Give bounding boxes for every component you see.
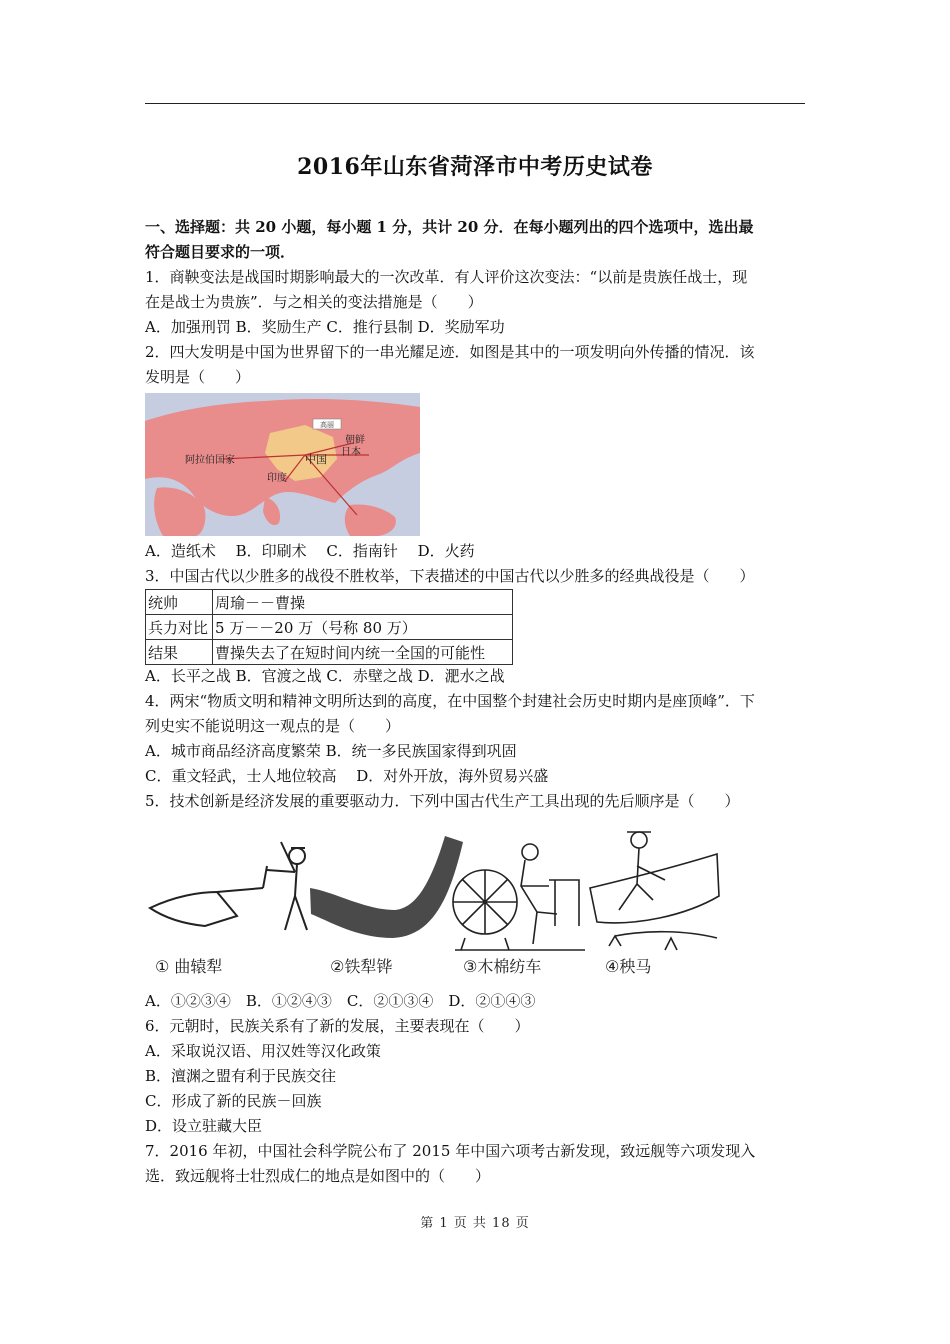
- question-6-option-a: A．采取说汉语、用汉姓等汉化政策: [145, 1042, 381, 1060]
- table-cell: 5 万－－20 万（号称 80 万）: [213, 615, 513, 640]
- map-label-china: 中国: [305, 453, 327, 466]
- table-row: [146, 640, 513, 665]
- farm-tools-illustration: [145, 826, 725, 982]
- question-5-options: A．①②③④ B．①②④③ C．②①③④ D．②①④③: [145, 992, 536, 1010]
- tool-label-spinning-wheel: ③木棉纺车: [463, 957, 542, 976]
- map-label-india: 印度: [267, 473, 287, 484]
- question-3-stem: 3．中国古代以少胜多的战役不胜枚举，下表描述的中国古代以少胜多的经典战役是（ ）: [145, 567, 755, 585]
- tool-label-iron-plowshare: ②铁犁铧: [330, 957, 393, 976]
- question-2-line-2: 发明是（ ）: [145, 368, 251, 386]
- question-4-line-2: 列史实不能说明这一观点的是（ ）: [145, 717, 401, 735]
- question-7-line-1: 7．2016 年初，中国社会科学院公布了 2015 年中国六项考古新发现，致远舰等六项发现入: [145, 1142, 756, 1160]
- section-heading-line-2: 符合题目要求的一项．: [145, 243, 296, 261]
- map-label-japan: 日本: [341, 447, 361, 458]
- question-6-option-c: C．形成了新的民族－回族: [145, 1092, 322, 1110]
- question-2-line-1: 2．四大发明是中国为世界留下的一串光耀足迹．如图是其中的一项发明向外传播的情况．该: [145, 343, 755, 361]
- question-1-options: A．加强刑罚 B．奖励生产 C．推行县制 D．奖励军功: [145, 318, 505, 336]
- question-6-option-b: B．澶渊之盟有利于民族交往: [145, 1067, 337, 1085]
- question-7-line-2: 选．致远舰将士壮烈成仁的地点是如图中的（ ）: [145, 1167, 491, 1185]
- table-cell: 曹操失去了在短时间内统一全国的可能性: [213, 640, 513, 665]
- map-label-box: 高丽: [320, 421, 334, 429]
- curved-plow-drawing: [150, 842, 307, 930]
- question-4-options-line-1: A．城市商品经济高度繁荣 B．统一多民族国家得到巩固: [145, 742, 517, 760]
- map-label-arab: 阿拉伯国家: [185, 455, 235, 466]
- rice-seedling-horse-drawing: [590, 832, 719, 950]
- table-cell: 结果: [146, 640, 213, 665]
- question-4-options-line-2: C．重文轻武，士人地位较高 D．对外开放，海外贸易兴盛: [145, 767, 549, 785]
- table-row: [146, 615, 513, 640]
- tool-label-curved-plow: ① 曲辕犁: [155, 957, 223, 976]
- question-5-stem: 5．技术创新是经济发展的重要驱动力．下列中国古代生产工具出现的先后顺序是（ ）: [145, 792, 740, 810]
- battle-info-table: [145, 589, 513, 665]
- exam-title: 2016年山东省菏泽市中考历史试卷: [297, 154, 653, 180]
- question-3-options: A．长平之战 B．官渡之战 C．赤壁之战 D．淝水之战: [145, 667, 505, 685]
- question-2-options: A．造纸术 B．印刷术 C．指南针 D．火药: [145, 542, 475, 560]
- question-6-stem: 6．元朝时，民族关系有了新的发展，主要表现在（ ）: [145, 1017, 530, 1035]
- section-heading-line-1: 一、选择题：共 20 小题，每小题 1 分，共计 20 分．在每小题列出的四个选项中，选出最: [145, 218, 754, 236]
- question-6-option-d: D．设立驻藏大臣: [145, 1117, 263, 1135]
- table-cell: 兵力对比: [146, 615, 213, 640]
- question-1-line-2: 在是战士为贵族”．与之相关的变法措施是（ ）: [145, 293, 483, 311]
- page-footer: 第 1 页 共 18 页: [420, 1216, 530, 1231]
- invention-spread-map: [145, 393, 420, 536]
- table-row: [146, 590, 513, 615]
- cotton-spinning-wheel-drawing: [453, 844, 585, 950]
- question-4-line-1: 4．两宋“物质文明和精神文明所达到的高度，在中国整个封建社会历史时期内是座顶峰”．下: [145, 692, 755, 710]
- tool-label-rice-horse: ④秧马: [605, 957, 652, 976]
- map-label-korea: 朝鲜: [345, 435, 365, 446]
- table-cell: 周瑜－－曹操: [213, 590, 513, 615]
- table-cell: 统帅: [146, 590, 213, 615]
- iron-plowshare-drawing: [310, 836, 463, 938]
- header-rule: [145, 103, 805, 104]
- question-1-line-1: 1．商鞅变法是战国时期影响最大的一次改革．有人评价这次变法：“以前是贵族任战士，现: [145, 268, 748, 286]
